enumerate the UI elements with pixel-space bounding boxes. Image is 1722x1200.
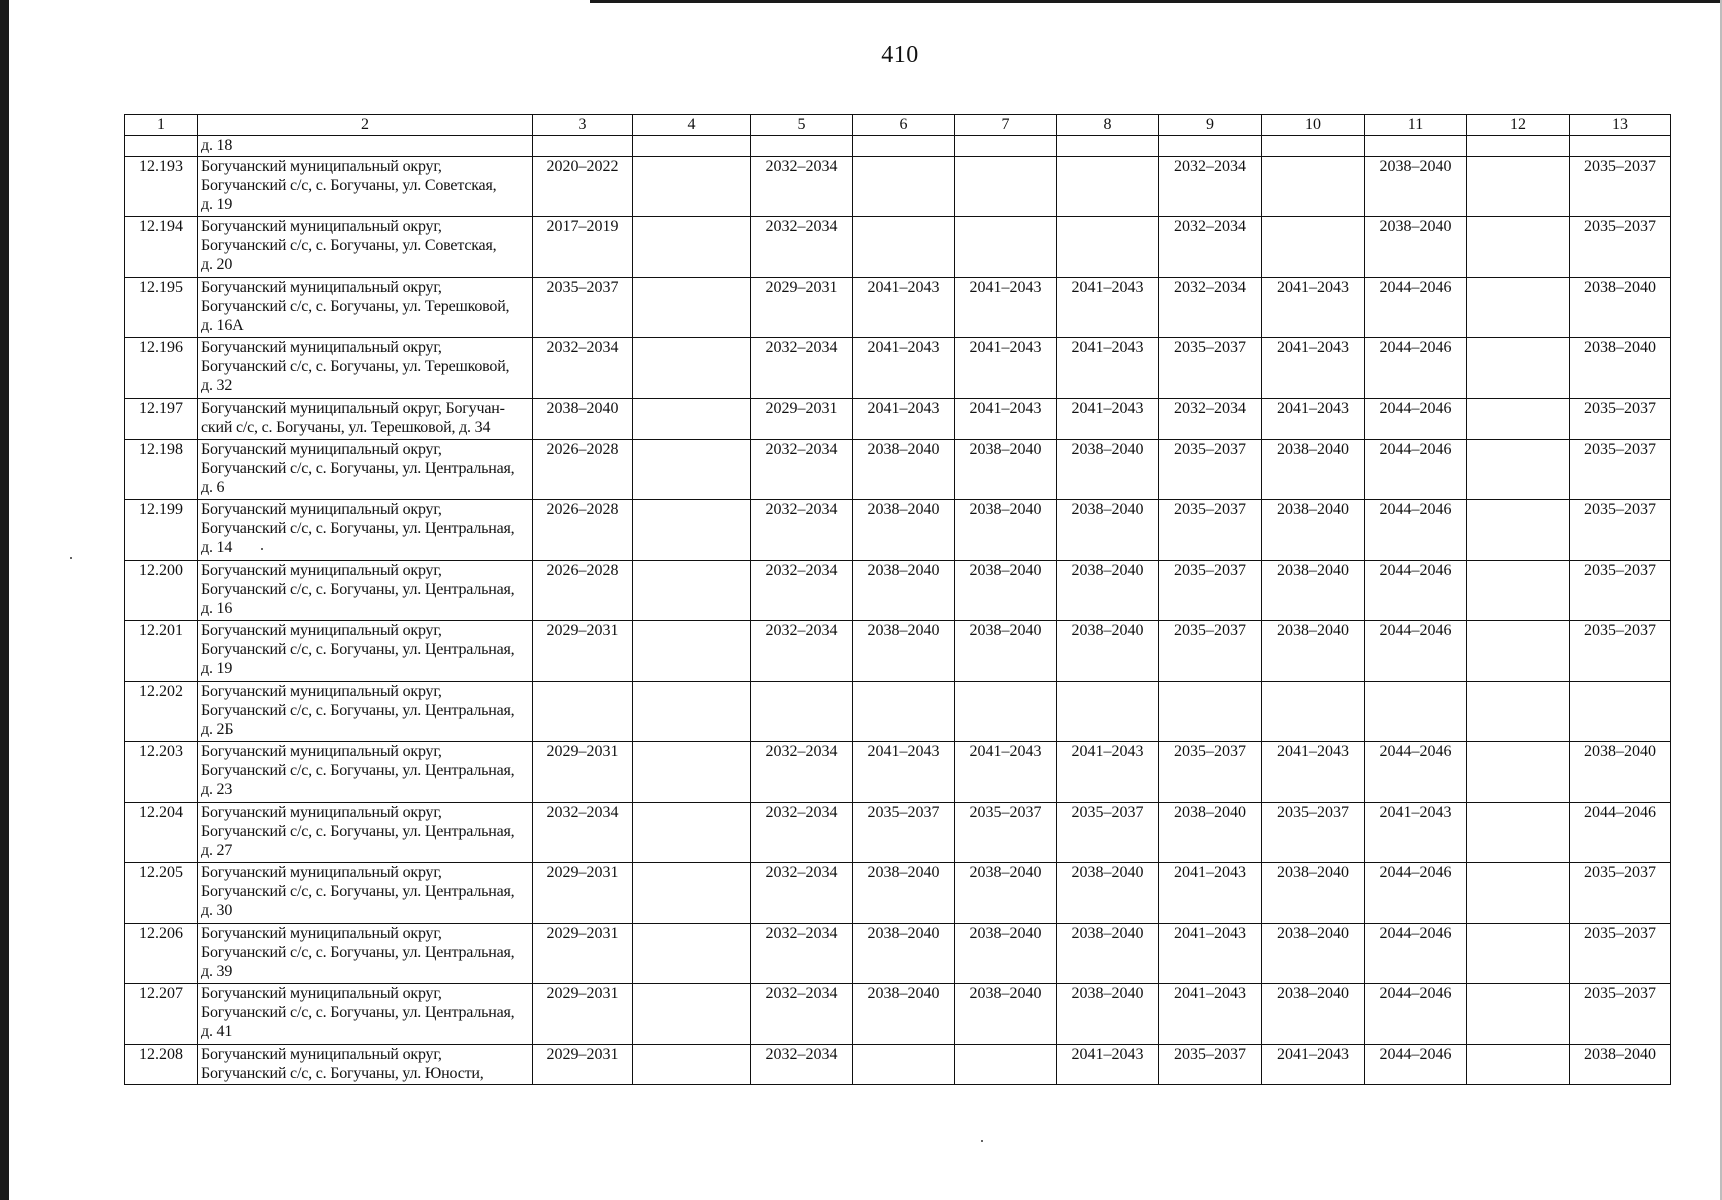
period-cell-col-12 xyxy=(1467,157,1570,217)
address-cell: Богучанский муниципальный округ, Богучанский с/с, с. Богучаны, ул. Центральная, д. 14 xyxy=(198,500,533,561)
table-row xyxy=(125,157,1671,217)
period-cell-col-10 xyxy=(1262,157,1365,217)
period-cell-col-11: 2041–2043 xyxy=(1365,803,1467,863)
table-row xyxy=(125,682,1671,742)
period-cell-col-8: 2038–2040 xyxy=(1057,621,1159,682)
address-cell: Богучанский муниципальный округ, Богучанский с/с, с. Богучаны, ул. Терешковой, д. 32 xyxy=(198,338,533,399)
column-header-11: 11 xyxy=(1365,115,1467,136)
period-cell-col-13 xyxy=(1570,136,1671,157)
period-cell-col-4 xyxy=(633,561,751,621)
row-number-cell: 12.198 xyxy=(125,440,198,500)
period-cell-col-4 xyxy=(633,742,751,803)
row-number-cell: 12.201 xyxy=(125,621,198,682)
period-cell-col-13: 2035–2037 xyxy=(1570,157,1671,217)
row-number-cell: 12.204 xyxy=(125,803,198,863)
period-cell-col-6: 2038–2040 xyxy=(853,984,955,1045)
table-row xyxy=(125,217,1671,278)
period-cell-col-4 xyxy=(633,1045,751,1085)
period-cell-col-8: 2038–2040 xyxy=(1057,984,1159,1045)
period-cell-col-5 xyxy=(751,682,853,742)
address-cell: Богучанский муниципальный округ, Богучанский с/с, с. Богучаны, ул. Центральная, д. 19 xyxy=(198,621,533,682)
period-cell-col-3 xyxy=(533,682,633,742)
period-cell-col-11: 2038–2040 xyxy=(1365,217,1467,278)
period-cell-col-7 xyxy=(955,217,1057,278)
period-cell-col-5: 2032–2034 xyxy=(751,803,853,863)
period-cell-col-9: 2035–2037 xyxy=(1159,561,1262,621)
period-cell-col-13: 2038–2040 xyxy=(1570,338,1671,399)
column-header-9: 9 xyxy=(1159,115,1262,136)
period-cell-col-12 xyxy=(1467,399,1570,440)
period-cell-col-3: 2032–2034 xyxy=(533,803,633,863)
period-cell-col-13: 2035–2037 xyxy=(1570,984,1671,1045)
period-cell-col-11: 2044–2046 xyxy=(1365,338,1467,399)
period-cell-col-3: 2029–2031 xyxy=(533,863,633,924)
period-cell-col-6: 2041–2043 xyxy=(853,278,955,338)
period-cell-col-12 xyxy=(1467,924,1570,984)
table-row xyxy=(125,863,1671,924)
period-cell-col-6: 2035–2037 xyxy=(853,803,955,863)
period-cell-col-11: 2044–2046 xyxy=(1365,1045,1467,1085)
period-cell-col-3: 2038–2040 xyxy=(533,399,633,440)
scan-speck xyxy=(261,548,263,550)
address-cell: д. 18 xyxy=(198,136,533,157)
period-cell-col-7: 2038–2040 xyxy=(955,621,1057,682)
row-number-cell: 12.203 xyxy=(125,742,198,803)
period-cell-col-6 xyxy=(853,157,955,217)
period-cell-col-8 xyxy=(1057,157,1159,217)
address-cell: Богучанский муниципальный округ, Богучанский с/с, с. Богучаны, ул. Центральная, д. 6 xyxy=(198,440,533,500)
period-cell-col-8: 2041–2043 xyxy=(1057,1045,1159,1085)
period-cell-col-10: 2041–2043 xyxy=(1262,338,1365,399)
period-cell-col-13: 2035–2037 xyxy=(1570,217,1671,278)
period-cell-col-4 xyxy=(633,803,751,863)
address-cell: Богучанский муниципальный округ, Богучанский с/с, с. Богучаны, ул. Советская, д. 19 xyxy=(198,157,533,217)
period-cell-col-4 xyxy=(633,338,751,399)
period-cell-col-10 xyxy=(1262,217,1365,278)
period-cell-col-5: 2032–2034 xyxy=(751,924,853,984)
period-cell-col-11: 2044–2046 xyxy=(1365,399,1467,440)
row-number-cell: 12.197 xyxy=(125,399,198,440)
period-cell-col-3: 2035–2037 xyxy=(533,278,633,338)
column-number-header-row xyxy=(125,115,1671,136)
period-cell-col-13: 2044–2046 xyxy=(1570,803,1671,863)
column-header-2: 2 xyxy=(198,115,533,136)
period-cell-col-3: 2017–2019 xyxy=(533,217,633,278)
period-cell-col-12 xyxy=(1467,561,1570,621)
period-cell-col-3: 2020–2022 xyxy=(533,157,633,217)
period-cell-col-8: 2041–2043 xyxy=(1057,338,1159,399)
column-header-3: 3 xyxy=(533,115,633,136)
period-cell-col-5: 2032–2034 xyxy=(751,984,853,1045)
period-cell-col-8: 2038–2040 xyxy=(1057,561,1159,621)
period-cell-col-12 xyxy=(1467,217,1570,278)
period-cell-col-6: 2038–2040 xyxy=(853,440,955,500)
row-number-cell: 12.199 xyxy=(125,500,198,561)
period-cell-col-12 xyxy=(1467,278,1570,338)
period-cell-col-7 xyxy=(955,1045,1057,1085)
period-cell-col-3: 2026–2028 xyxy=(533,500,633,561)
period-cell-col-11: 2044–2046 xyxy=(1365,561,1467,621)
period-cell-col-10: 2038–2040 xyxy=(1262,924,1365,984)
address-cell: Богучанский муниципальный округ, Богучанский с/с, с. Богучаны, ул. Юности, xyxy=(198,1045,533,1085)
period-cell-col-5: 2032–2034 xyxy=(751,217,853,278)
period-cell-col-12 xyxy=(1467,742,1570,803)
period-cell-col-6: 2041–2043 xyxy=(853,399,955,440)
period-cell-col-13: 2035–2037 xyxy=(1570,440,1671,500)
period-cell-col-8: 2038–2040 xyxy=(1057,863,1159,924)
period-cell-col-12 xyxy=(1467,803,1570,863)
period-cell-col-7: 2038–2040 xyxy=(955,924,1057,984)
period-cell-col-3: 2026–2028 xyxy=(533,561,633,621)
row-number-cell: 12.207 xyxy=(125,984,198,1045)
period-cell-col-13: 2035–2037 xyxy=(1570,863,1671,924)
period-cell-col-10: 2041–2043 xyxy=(1262,399,1365,440)
period-cell-col-13: 2035–2037 xyxy=(1570,399,1671,440)
period-cell-col-10 xyxy=(1262,682,1365,742)
table-row xyxy=(125,803,1671,863)
address-cell: Богучанский муниципальный округ, Богучанский с/с, с. Богучаны, ул. Советская, д. 20 xyxy=(198,217,533,278)
period-cell-col-8: 2041–2043 xyxy=(1057,742,1159,803)
period-cell-col-3: 2032–2034 xyxy=(533,338,633,399)
period-cell-col-13 xyxy=(1570,682,1671,742)
column-header-1: 1 xyxy=(125,115,198,136)
period-cell-col-4 xyxy=(633,217,751,278)
column-header-5: 5 xyxy=(751,115,853,136)
period-cell-col-9: 2032–2034 xyxy=(1159,217,1262,278)
period-cell-col-9: 2035–2037 xyxy=(1159,440,1262,500)
period-cell-col-4 xyxy=(633,863,751,924)
period-cell-col-5: 2029–2031 xyxy=(751,399,853,440)
period-cell-col-9: 2035–2037 xyxy=(1159,742,1262,803)
column-header-6: 6 xyxy=(853,115,955,136)
period-cell-col-10 xyxy=(1262,136,1365,157)
period-cell-col-7: 2041–2043 xyxy=(955,399,1057,440)
row-number-cell: 12.208 xyxy=(125,1045,198,1085)
period-cell-col-9: 2038–2040 xyxy=(1159,803,1262,863)
scan-top-edge xyxy=(590,0,1722,3)
period-cell-col-9: 2041–2043 xyxy=(1159,984,1262,1045)
period-cell-col-7 xyxy=(955,136,1057,157)
period-cell-col-7 xyxy=(955,157,1057,217)
column-header-13: 13 xyxy=(1570,115,1671,136)
period-cell-col-4 xyxy=(633,136,751,157)
period-cell-col-11: 2038–2040 xyxy=(1365,157,1467,217)
period-cell-col-8: 2035–2037 xyxy=(1057,803,1159,863)
period-cell-col-7: 2041–2043 xyxy=(955,278,1057,338)
table-row xyxy=(125,924,1671,984)
column-header-8: 8 xyxy=(1057,115,1159,136)
period-cell-col-13: 2038–2040 xyxy=(1570,1045,1671,1085)
row-number-cell: 12.194 xyxy=(125,217,198,278)
period-cell-col-3: 2026–2028 xyxy=(533,440,633,500)
period-cell-col-6: 2041–2043 xyxy=(853,338,955,399)
period-cell-col-10: 2035–2037 xyxy=(1262,803,1365,863)
row-number-cell: 12.195 xyxy=(125,278,198,338)
period-cell-col-7: 2038–2040 xyxy=(955,863,1057,924)
period-cell-col-11: 2044–2046 xyxy=(1365,742,1467,803)
period-cell-col-3: 2029–2031 xyxy=(533,621,633,682)
period-cell-col-10: 2038–2040 xyxy=(1262,621,1365,682)
period-cell-col-4 xyxy=(633,924,751,984)
period-cell-col-10: 2038–2040 xyxy=(1262,500,1365,561)
period-cell-col-11: 2044–2046 xyxy=(1365,984,1467,1045)
period-cell-col-6: 2041–2043 xyxy=(853,742,955,803)
period-cell-col-3: 2029–2031 xyxy=(533,924,633,984)
period-cell-col-13: 2035–2037 xyxy=(1570,500,1671,561)
table-row xyxy=(125,500,1671,561)
period-cell-col-9: 2035–2037 xyxy=(1159,1045,1262,1085)
period-cell-col-13: 2038–2040 xyxy=(1570,278,1671,338)
period-cell-col-12 xyxy=(1467,621,1570,682)
period-cell-col-9: 2032–2034 xyxy=(1159,157,1262,217)
period-cell-col-5: 2029–2031 xyxy=(751,278,853,338)
period-cell-col-10: 2038–2040 xyxy=(1262,440,1365,500)
period-cell-col-11: 2044–2046 xyxy=(1365,863,1467,924)
period-cell-col-9 xyxy=(1159,136,1262,157)
address-cell: Богучанский муниципальный округ, Богучанский с/с, с. Богучаны, ул. Центральная, д. 23 xyxy=(198,742,533,803)
row-number-cell: 12.200 xyxy=(125,561,198,621)
column-header-7: 7 xyxy=(955,115,1057,136)
period-cell-col-10: 2041–2043 xyxy=(1262,278,1365,338)
period-cell-col-11: 2044–2046 xyxy=(1365,621,1467,682)
period-cell-col-5: 2032–2034 xyxy=(751,863,853,924)
period-cell-col-6: 2038–2040 xyxy=(853,924,955,984)
period-cell-col-13: 2035–2037 xyxy=(1570,924,1671,984)
period-cell-col-9 xyxy=(1159,682,1262,742)
row-number-cell: 12.193 xyxy=(125,157,198,217)
period-cell-col-5: 2032–2034 xyxy=(751,1045,853,1085)
housing-register-table xyxy=(124,114,1671,1085)
period-cell-col-4 xyxy=(633,621,751,682)
period-cell-col-11: 2044–2046 xyxy=(1365,924,1467,984)
period-cell-col-12 xyxy=(1467,338,1570,399)
period-cell-col-12 xyxy=(1467,440,1570,500)
period-cell-col-9: 2041–2043 xyxy=(1159,924,1262,984)
period-cell-col-7: 2035–2037 xyxy=(955,803,1057,863)
period-cell-col-8: 2038–2040 xyxy=(1057,924,1159,984)
period-cell-col-9: 2032–2034 xyxy=(1159,278,1262,338)
period-cell-col-8 xyxy=(1057,217,1159,278)
period-cell-col-4 xyxy=(633,440,751,500)
row-number-cell: 12.196 xyxy=(125,338,198,399)
period-cell-col-10: 2038–2040 xyxy=(1262,984,1365,1045)
period-cell-col-3: 2029–2031 xyxy=(533,1045,633,1085)
period-cell-col-10: 2041–2043 xyxy=(1262,742,1365,803)
period-cell-col-12 xyxy=(1467,1045,1570,1085)
period-cell-col-8 xyxy=(1057,136,1159,157)
address-cell: Богучанский муниципальный округ, Богучанский с/с, с. Богучаны, ул. Центральная, д. 2Б xyxy=(198,682,533,742)
period-cell-col-13: 2035–2037 xyxy=(1570,621,1671,682)
period-cell-col-9: 2032–2034 xyxy=(1159,399,1262,440)
period-cell-col-6 xyxy=(853,1045,955,1085)
period-cell-col-7: 2038–2040 xyxy=(955,561,1057,621)
table-row xyxy=(125,1045,1671,1085)
period-cell-col-6: 2038–2040 xyxy=(853,500,955,561)
row-number-cell: 12.202 xyxy=(125,682,198,742)
period-cell-col-5: 2032–2034 xyxy=(751,500,853,561)
table-row xyxy=(125,440,1671,500)
table-row xyxy=(125,399,1671,440)
period-cell-col-11: 2044–2046 xyxy=(1365,500,1467,561)
table-row xyxy=(125,984,1671,1045)
column-header-10: 10 xyxy=(1262,115,1365,136)
period-cell-col-4 xyxy=(633,399,751,440)
period-cell-col-5: 2032–2034 xyxy=(751,338,853,399)
period-cell-col-6: 2038–2040 xyxy=(853,863,955,924)
scan-speck xyxy=(70,557,72,559)
period-cell-col-11: 2044–2046 xyxy=(1365,440,1467,500)
period-cell-col-6: 2038–2040 xyxy=(853,621,955,682)
period-cell-col-5: 2032–2034 xyxy=(751,621,853,682)
table-container xyxy=(124,114,1671,1085)
period-cell-col-6 xyxy=(853,136,955,157)
address-cell: Богучанский муниципальный округ, Богучанский с/с, с. Богучаны, ул. Центральная, д. 30 xyxy=(198,863,533,924)
address-cell: Богучанский муниципальный округ, Богучан- ский с/с, с. Богучаны, ул. Терешковой, д. 34 xyxy=(198,399,533,440)
period-cell-col-6 xyxy=(853,682,955,742)
row-number-cell: 12.206 xyxy=(125,924,198,984)
period-cell-col-8: 2038–2040 xyxy=(1057,440,1159,500)
period-cell-col-12 xyxy=(1467,984,1570,1045)
table-body xyxy=(125,136,1671,1085)
period-cell-col-11 xyxy=(1365,136,1467,157)
period-cell-col-6: 2038–2040 xyxy=(853,561,955,621)
period-cell-col-4 xyxy=(633,278,751,338)
period-cell-col-11 xyxy=(1365,682,1467,742)
table-row xyxy=(125,561,1671,621)
table-row xyxy=(125,338,1671,399)
period-cell-col-7: 2038–2040 xyxy=(955,440,1057,500)
column-header-12: 12 xyxy=(1467,115,1570,136)
period-cell-col-8: 2038–2040 xyxy=(1057,500,1159,561)
address-cell: Богучанский муниципальный округ, Богучанский с/с, с. Богучаны, ул. Центральная, д. 16 xyxy=(198,561,533,621)
period-cell-col-12 xyxy=(1467,863,1570,924)
period-cell-col-9: 2035–2037 xyxy=(1159,621,1262,682)
page-number: 410 xyxy=(881,42,919,68)
period-cell-col-4 xyxy=(633,157,751,217)
period-cell-col-10: 2038–2040 xyxy=(1262,561,1365,621)
period-cell-col-7: 2038–2040 xyxy=(955,500,1057,561)
scan-left-edge xyxy=(0,0,9,1200)
period-cell-col-7: 2041–2043 xyxy=(955,742,1057,803)
period-cell-col-3 xyxy=(533,136,633,157)
address-cell: Богучанский муниципальный округ, Богучанский с/с, с. Богучаны, ул. Центральная, д. 41 xyxy=(198,984,533,1045)
scan-speck xyxy=(981,1140,983,1142)
period-cell-col-4 xyxy=(633,682,751,742)
period-cell-col-5: 2032–2034 xyxy=(751,440,853,500)
address-cell: Богучанский муниципальный округ, Богучанский с/с, с. Богучаны, ул. Центральная, д. 39 xyxy=(198,924,533,984)
period-cell-col-3: 2029–2031 xyxy=(533,742,633,803)
period-cell-col-12 xyxy=(1467,500,1570,561)
address-cell: Богучанский муниципальный округ, Богучанский с/с, с. Богучаны, ул. Терешковой, д. 16А xyxy=(198,278,533,338)
table-row xyxy=(125,742,1671,803)
period-cell-col-5: 2032–2034 xyxy=(751,561,853,621)
table-row xyxy=(125,136,1671,157)
row-number-cell xyxy=(125,136,198,157)
row-number-cell: 12.205 xyxy=(125,863,198,924)
period-cell-col-10: 2038–2040 xyxy=(1262,863,1365,924)
period-cell-col-7 xyxy=(955,682,1057,742)
period-cell-col-7: 2038–2040 xyxy=(955,984,1057,1045)
period-cell-col-9: 2035–2037 xyxy=(1159,500,1262,561)
period-cell-col-5: 2032–2034 xyxy=(751,742,853,803)
period-cell-col-13: 2035–2037 xyxy=(1570,561,1671,621)
period-cell-col-4 xyxy=(633,984,751,1045)
period-cell-col-10: 2041–2043 xyxy=(1262,1045,1365,1085)
period-cell-col-12 xyxy=(1467,136,1570,157)
period-cell-col-11: 2044–2046 xyxy=(1365,278,1467,338)
address-cell: Богучанский муниципальный округ, Богучанский с/с, с. Богучаны, ул. Центральная, д. 27 xyxy=(198,803,533,863)
period-cell-col-8: 2041–2043 xyxy=(1057,399,1159,440)
period-cell-col-13: 2038–2040 xyxy=(1570,742,1671,803)
table-row xyxy=(125,621,1671,682)
period-cell-col-8: 2041–2043 xyxy=(1057,278,1159,338)
period-cell-col-5 xyxy=(751,136,853,157)
period-cell-col-3: 2029–2031 xyxy=(533,984,633,1045)
period-cell-col-5: 2032–2034 xyxy=(751,157,853,217)
period-cell-col-9: 2041–2043 xyxy=(1159,863,1262,924)
table-row xyxy=(125,278,1671,338)
period-cell-col-6 xyxy=(853,217,955,278)
period-cell-col-12 xyxy=(1467,682,1570,742)
period-cell-col-8 xyxy=(1057,682,1159,742)
period-cell-col-7: 2041–2043 xyxy=(955,338,1057,399)
period-cell-col-4 xyxy=(633,500,751,561)
period-cell-col-9: 2035–2037 xyxy=(1159,338,1262,399)
column-header-4: 4 xyxy=(633,115,751,136)
